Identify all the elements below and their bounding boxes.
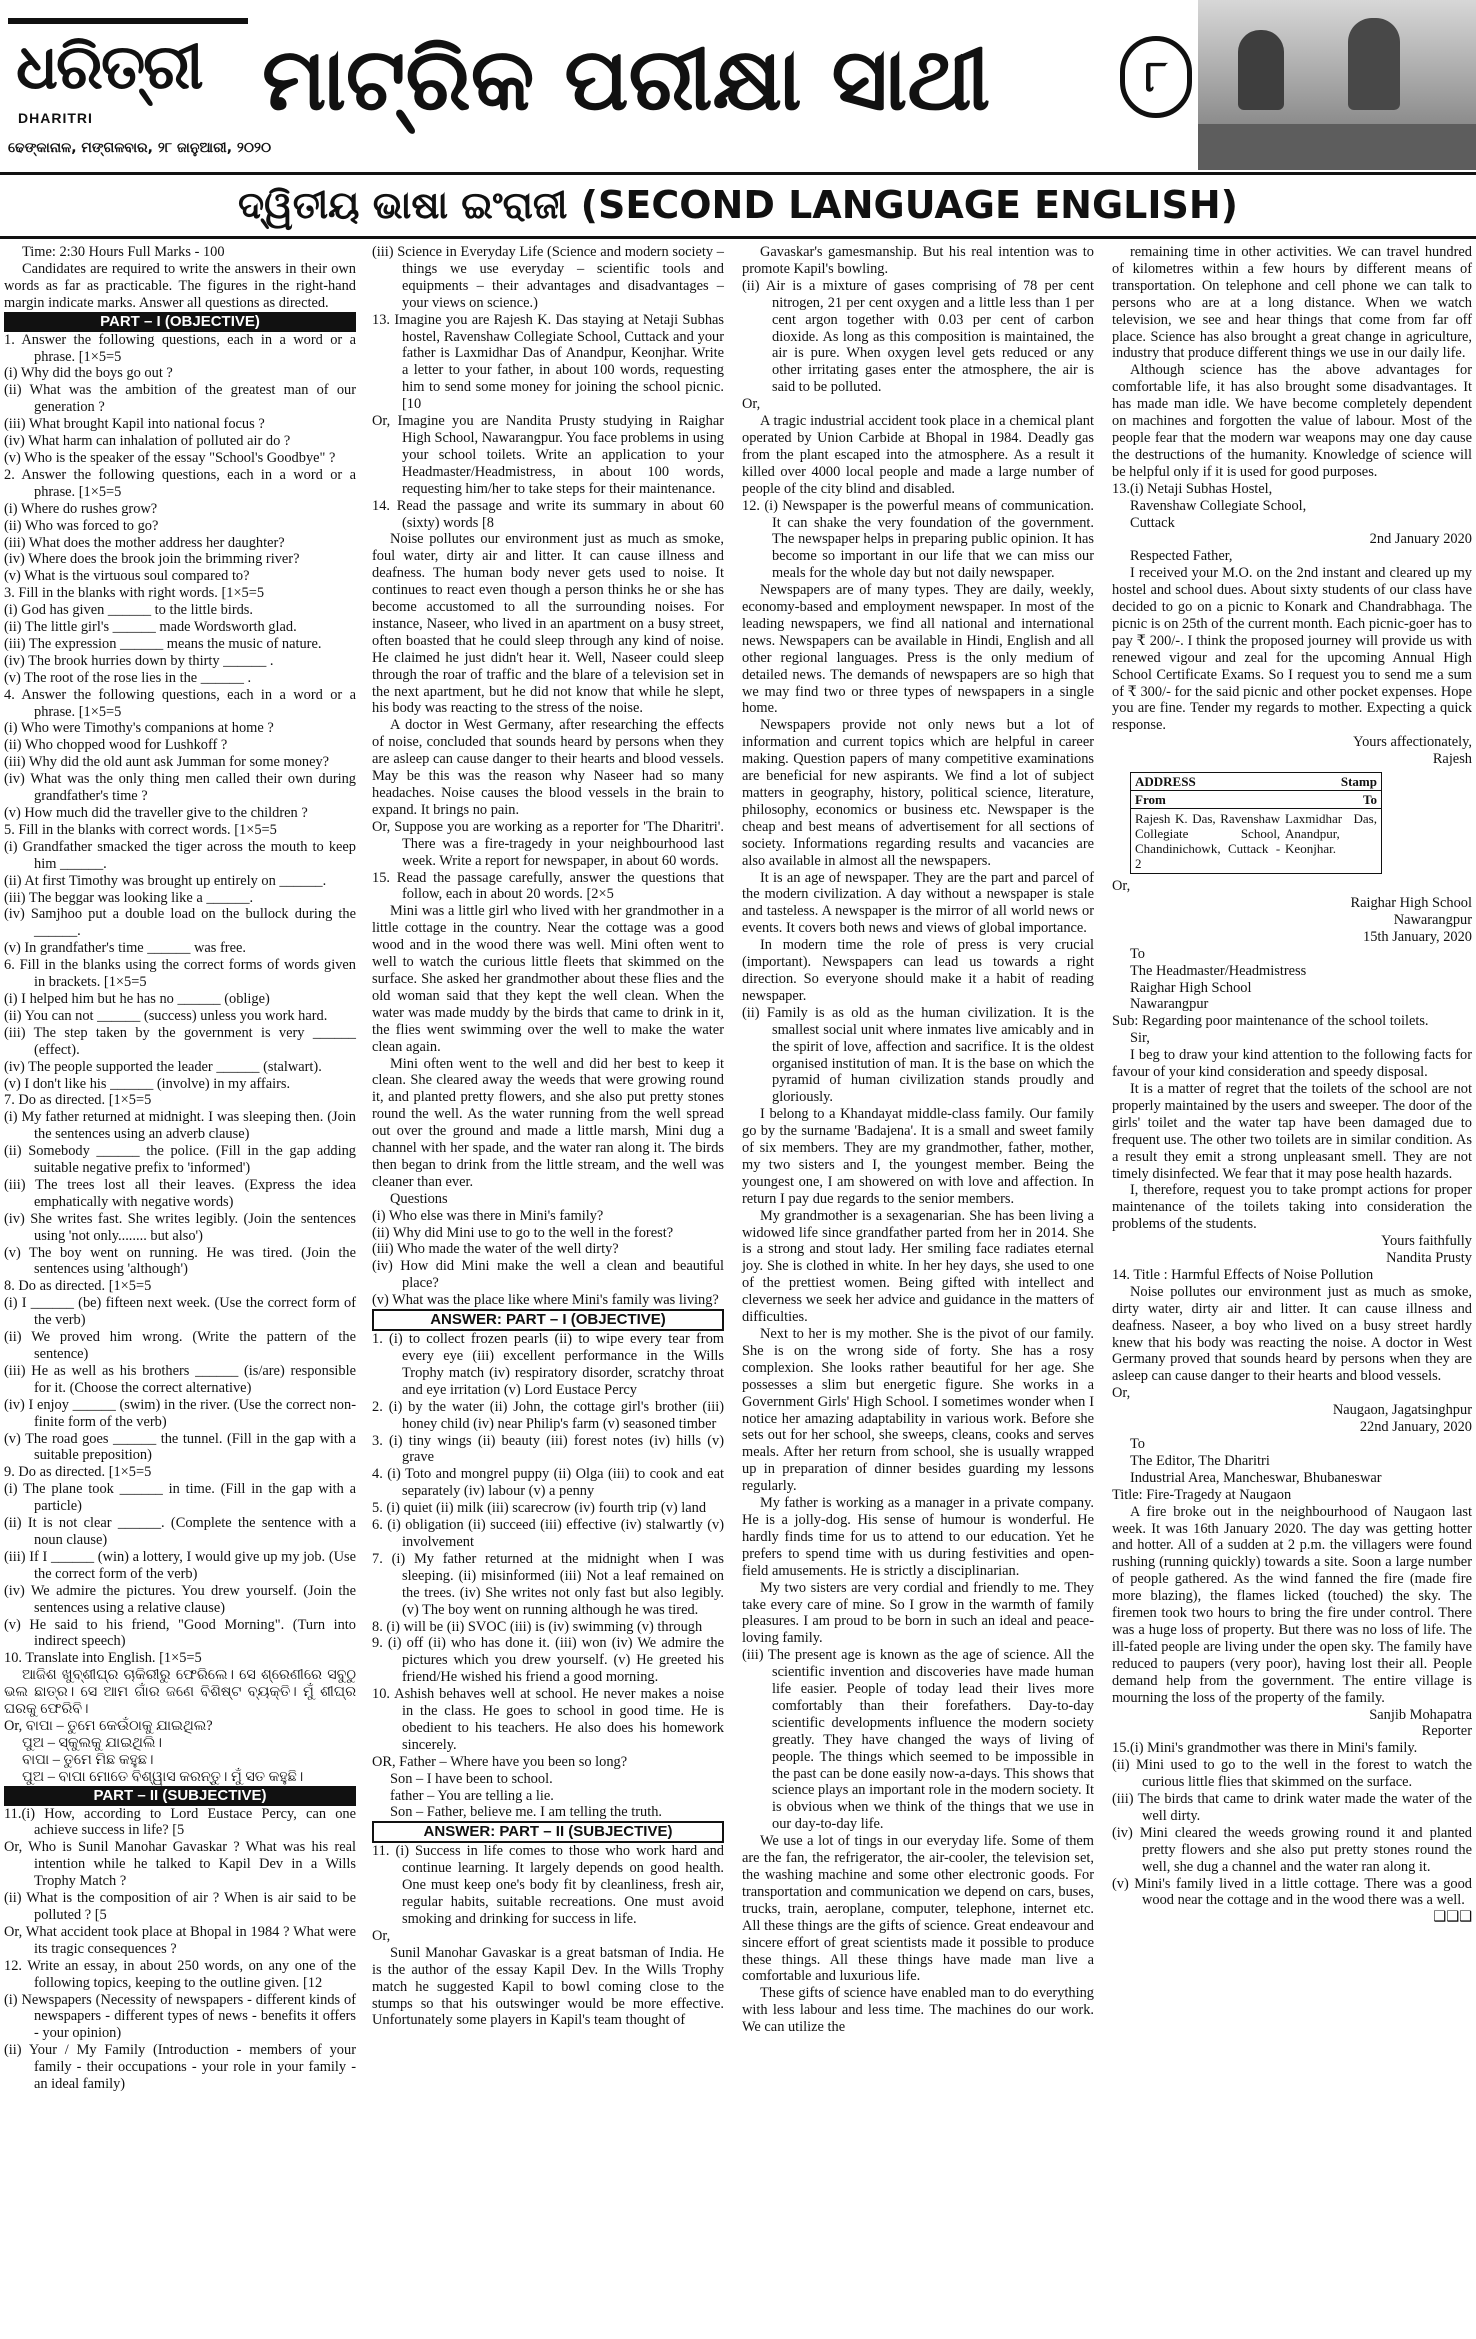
text-paragraph: 13.(i) Netaji Subhas Hostel,: [1112, 480, 1273, 497]
masthead: [0, 0, 1476, 170]
text-paragraph: Noise pollutes our environment just as much as smoke, foul water, dirty air and litter. It can cause illness and deafness. The human body never gets used to noise. It continues to react even though a person thinks he or she has become accustomed to all the surrounding noises. For instance, Naseer, who lived in an apartment on a busy street, often boasted that he could sleep through any kind of noise. He claimed he just didn't hear it. Well, Naseer could sleep through the roar of traffic and the blare of a television set in the next apartment, but he did not know that while he slept, his body was reacting to the stress of the noise.: [372, 531, 724, 717]
text-paragraph: (iii) The present age is known as the age of science. All the scientific invention and discoveries have made human life easier. People of today lead their lives more comfortably than their forefathers. Day-to-day scientific developments influence the modern society greatly. They have changed the ways of living of people. The things which seemed to be impossible in the past can be done easily now-a-days. This shows that science plays an important role in the modern society. It is obvious when we think of the things that we use in our day-to-day life.: [742, 1647, 1094, 1833]
text-paragraph: (i) My father returned at midnight. I was sleeping then. (Join the sentences using an adverb clause): [4, 1109, 356, 1143]
text-paragraph: (v) The root of the rose lies in the ______ .: [4, 669, 252, 686]
column-2: [372, 244, 724, 2029]
column-4-bottom: [1112, 878, 1472, 1926]
text-paragraph: (ii) Family is as old as the human civilization. It is the smallest social unit where inmates live amicably and in the spirit of love, affection and sacrifice. It is the oldest organised institution of man. It is the base on which the pyramid of human civilization stands proudly and gloriously.: [742, 1004, 1094, 1106]
from-address: Rajesh K. Das, Ravenshaw Collegiate School, Chandinichowk, Cuttack - 2: [1135, 811, 1281, 872]
text-paragraph: (ii) What is the composition of air ? When is air said to be polluted ? [5: [4, 1890, 356, 1923]
text-paragraph: Mini was a little girl who lived with her grandmother in a little cottage in the country. Near the cottage was a good wood and in the wood there was well. Mini often went to well to watch the curious little fleets that skimmed on the surface. She asked her grandmother about these flies and the old woman said that they kept the well clean. When the water was made muddy by the birds that came to drink in it, the flies went swimming over the well to make the water clean again.: [372, 903, 724, 1055]
text-paragraph: My grandmother is a sexagenarian. She has been living a widowed life since grandfather parted from her in 2014. She is a strong and stout lady. Her smiling face radiates eternal joy. She is clothed in white. In her hey days, she used to one of the prettiest women. Being gifted with intellect and cleverness we seek her advice and guidance in the matters of difficulties.: [742, 1207, 1094, 1326]
section-heading: ANSWER: PART – I (OBJECTIVE): [372, 1309, 724, 1331]
text-paragraph: 15. Read the passage carefully, answer the questions that follow, each in about 20 words. [2×5: [372, 869, 724, 903]
text-paragraph: (ii) Mini used to go to the well in the forest to watch the curious little flies that skimmed on the surface.: [1112, 1757, 1472, 1791]
text-paragraph: I received your M.O. on the 2nd instant and cleared up my hostel and school dues. About sixty students of our class have decided to go on a picnic to Konark and Chandrabhaga. The picnic is on 25th of the current month. Each picnic-goer has to pay ₹ 200/-. I think the proposed journey will provide us with renewed vigour and zeal for the upcoming Annual High School Certificate Exams. So I request you to send me a sum of ₹ 300/- for the said picnic and other pocket expenses. Hope you are fine. Tender my regards to mother. Expecting a quick response.: [1112, 565, 1472, 734]
text-paragraph: Time: 2:30 Hours Full Marks - 100: [22, 244, 225, 260]
text-paragraph: (iv) She writes fast. She writes legibly. (Join the sentences using 'not only........ but also'): [4, 1210, 356, 1244]
student-figure: [1238, 30, 1284, 110]
text-paragraph: I belong to a Khandayat middle-class family. Our family go by the surname 'Badajena'. It is a small and sweet family of six members. They are my grandmother, father, mother, my two sisters and I, the youngest member. Being the youngest one, I am showered on with love and affection. In return I pay due regards to the senior members.: [742, 1106, 1094, 1207]
text-paragraph: 2. (i) by the water (ii) John, the cottage girl's brother (iii) honey child (iv) near Philip's farm (v) seasoned timber: [372, 1398, 724, 1432]
text-paragraph: In modern time the role of press is very crucial (important). Newspapers can lead us towards a right direction. So everyone should make it a habit of reading newspaper.: [742, 937, 1094, 1004]
text-paragraph: (v) What is the virtuous soul compared to?: [4, 568, 250, 585]
right-aligned-line: Rajesh: [1432, 751, 1472, 768]
text-paragraph: father – You are telling a lie.: [390, 1787, 554, 1804]
text-paragraph: (i) Who were Timothy's companions at home ?: [4, 720, 274, 737]
text-paragraph: 14. Title : Harmful Effects of Noise Pollution: [1112, 1266, 1374, 1283]
text-paragraph: To: [1130, 1436, 1145, 1452]
text-paragraph: 10. Translate into English. [1×5=5: [4, 1650, 202, 1667]
address-label: ADDRESS: [1135, 774, 1196, 790]
text-paragraph: 7. Do as directed. [1×5=5: [4, 1092, 152, 1109]
text-paragraph: (i) The plane took ______ in time. (Fill in the gap with a particle): [4, 1481, 356, 1515]
text-paragraph: (iv) Mini cleared the weeds growing round it and planted pretty flowers and she also put pretty stones round the well, she dug a channel and the water ran along it.: [1112, 1824, 1472, 1875]
address-header: [1131, 773, 1381, 791]
logo-text: ଧରିତ୍ରୀ: [16, 30, 202, 103]
text-paragraph: (i) Grandfather smacked the tiger across the mouth to keep him ______.: [4, 838, 356, 872]
column-4-top: [1112, 244, 1472, 768]
text-paragraph: OR, Father – Where have you been so long?: [372, 1753, 628, 1770]
text-paragraph: Or,: [1112, 1385, 1131, 1402]
text-paragraph: Newspapers provide not only news but a lot of information and current topics which are helpful in career making. Question papers of many competitive examinations are beneficial for new aspirants. We find a lot of subject matters in geography, history, political science, literature, philosophy, economics or business etc. Newspaper is the cheap and best means of advertisement for all sections of society. Informations regarding results and vacancies are also available in almost all the newspapers.: [742, 717, 1094, 869]
text-paragraph: 8. (i) will be (ii) SVOC (iii) is (iv) swimming (v) through: [372, 1618, 703, 1635]
text-paragraph: (i) Why did the boys go out ?: [4, 365, 173, 382]
text-paragraph: (iv) The brook hurries down by thirty ______ .: [4, 652, 274, 669]
text-paragraph: remaining time in other activities. We can travel hundred of kilometres within a few hours by different means of transportation. On telephone and cell phone we can talk to persons who are at a long distance. When we watch television, we see and hear things that come from far off place. Science has also brought a great change in agriculture, industry that produce different things we use in our daily life.: [1112, 244, 1472, 362]
text-paragraph: (i) I helped him but he has no ______ (oblige): [4, 990, 270, 1007]
text-paragraph: (iii) What brought Kapil into national focus ?: [4, 416, 265, 433]
column-4: [1112, 244, 1472, 1926]
column-3: [742, 244, 1094, 2036]
text-paragraph: (iv) What was the only thing men called their own during grandfather's time ?: [4, 771, 356, 805]
text-paragraph: 11. (i) Success in life comes to those who work hard and continue learning. It largely depends on good health. One must keep one's body fit by cleanliness, fresh air, regular habits, suitable recreations. One must avoid smoking and drinking for success in life.: [372, 1843, 724, 1927]
address-box: [1130, 772, 1382, 874]
text-paragraph: (v) The road goes ______ the tunnel. (Fill in the gap with a suitable preposition): [4, 1430, 356, 1464]
text-paragraph: 10. Ashish behaves well at school. He never makes a noise in the class. He goes to school in good time. He is obedient to his teachers. He also does his homework sincerely.: [372, 1686, 724, 1753]
text-paragraph: Or, Suppose you are working as a reporter for 'The Dharitri'. There was a fire-tragedy in your neighbourhood last week. Write a report for newspaper, in about 60 words.: [372, 818, 724, 869]
text-paragraph: (iii) The birds that came to drink water made the water of the well dirty.: [1112, 1791, 1472, 1824]
text-paragraph: (iv) The people supported the leader ______ (stalwart).: [4, 1058, 322, 1075]
dateline: ଢେଙ୍କାନାଳ, ମଙ୍ଗଳବାର, ୨୮ ଜାନୁଆରୀ, ୨୦୨୦: [8, 140, 272, 156]
right-aligned-line: Reporter: [1421, 1723, 1472, 1740]
text-paragraph: Next to her is my mother. She is the pivot of our family. She is on the wrong side of forty. She has a rosy complexion. She looks rather beautiful for her age. She possesses a slim but energetic figure. She works in a Government Girls' High School. I sometimes wonder when I notice her amazing adaptability in various work. Before she sets out for her school, she sweeps, cleans, cooks and serves meals. After her return from school, she is usually wrapped up in preparation of dinner besides guarding my lessons regularly.: [742, 1326, 1094, 1495]
text-paragraph: (ii) Air is a mixture of gases comprising of 78 per cent nitrogen, 21 per cent oxygen and a little less than 1 per cent argon together with 0.03 per cent of carbon dioxide. As long as this composition is maintained, the air is pure. When oxygen level gets reduced or any other irritating gases enter the atmosphere, the air is said to be polluted.: [742, 277, 1094, 396]
text-paragraph: I beg to draw your kind attention to the following facts for favour of your kind consideration and speedy disposal.: [1112, 1047, 1472, 1081]
text-paragraph: 3. (i) tiny wings (ii) beauty (iii) forest notes (iv) hills (v) grave: [372, 1432, 724, 1466]
text-paragraph: 12. Write an essay, in about 250 words, on any one of the following topics, keeping to the outline given. [12: [4, 1957, 356, 1991]
text-paragraph: (iii) He as well as his brothers ______ (is/are) responsible for it. (Choose the correct alternative): [4, 1362, 356, 1396]
text-paragraph: (i) Who else was there in Mini's family?: [372, 1207, 604, 1224]
right-aligned-line: Nandita Prusty: [1386, 1250, 1472, 1267]
students-photo: [1198, 0, 1476, 170]
right-aligned-line: 15th January, 2020: [1363, 928, 1472, 945]
text-paragraph: 4. (i) Toto and mongrel puppy (ii) Olga (iii) to cook and eat separately (iv) labour (v) a penny: [372, 1466, 724, 1500]
right-aligned-line: ❑❑❑: [1433, 1909, 1472, 1926]
text-paragraph: (iv) Where does the brook join the brimming river?: [4, 551, 300, 568]
text-paragraph: Newspapers are of many types. They are daily, weekly, economy-based and employment newspaper. In most of the leading newspapers, we find all national and international news. Newspapers can be available in Hindi, English and all other regional languages. Press is the only medium of detailed news. The demands of newspapers are so high that we may find two or three types of newspapers in a single home.: [742, 582, 1094, 717]
text-paragraph: (v) In grandfather's time ______ was free.: [4, 940, 246, 957]
right-aligned-line: 22nd January, 2020: [1359, 1419, 1472, 1436]
text-paragraph: To: [1130, 945, 1145, 962]
section-heading: ANSWER: PART – II (SUBJECTIVE): [372, 1821, 724, 1843]
student-figure: [1348, 18, 1400, 110]
from-label: From: [1135, 792, 1166, 808]
text-paragraph: Or,: [742, 396, 761, 413]
text-paragraph: Or, What accident took place at Bhopal in 1984 ? What were its tragic consequences ?: [4, 1923, 356, 1957]
text-paragraph: (iv) How did Mini make the well a clean and beautiful place?: [372, 1258, 724, 1292]
text-paragraph: (iii) Science in Everyday Life (Science and modern society – things we use everyday – scientific tools and equipments – their advantages and disadvantages – your views on science.): [372, 244, 724, 311]
top-rule: [0, 172, 1476, 175]
text-paragraph: (iii) What does the mother address her daughter?: [4, 534, 285, 551]
text-paragraph: 8. Do as directed. [1×5=5: [4, 1278, 152, 1295]
text-paragraph: 11.(i) How, according to Lord Eustace Percy, can one achieve success in life? [5: [4, 1805, 356, 1839]
text-paragraph: (v) I don't like his ______ (involve) in my affairs.: [4, 1075, 291, 1092]
text-paragraph: Noise pollutes our environment just as much as smoke, dirty water, dirty air and litter. It can cause illness and deafness. Naseer, a boy who lived on a busy street hardly knew that his body was reacting the noise. A doctor in West Germany proved that sounds heard by persons when they are asleep can cause danger to their hearts and blood vessels.: [1112, 1283, 1472, 1385]
text-paragraph: The Editor, The Dharitri: [1130, 1452, 1270, 1469]
text-paragraph: (i) I ______ (be) fifteen next week. (Use the correct form of the verb): [4, 1295, 356, 1329]
text-paragraph: Son – Father, believe me. I am telling the truth.: [390, 1804, 662, 1821]
text-paragraph: 2. Answer the following questions, each in a word or a phrase. [1×5=5: [4, 466, 356, 500]
address-row-body: [1131, 809, 1381, 873]
text-paragraph: ପୁଅ – ବାପା ମୋତେ ବିଶ୍ୱାସ କରନ୍ତୁ। ମୁଁ ସତ କହୁଛି।: [22, 1768, 304, 1785]
text-paragraph: 14. Read the passage and write its summary in about 60 (sixty) words [8: [372, 497, 724, 531]
text-paragraph: (ii) At first Timothy was brought up entirely on ______.: [4, 872, 327, 889]
right-aligned-line: Nawarangpur: [1393, 911, 1472, 928]
text-paragraph: (v) Who is the speaker of the essay "School's Goodbye" ?: [4, 449, 336, 466]
text-paragraph: (ii) The little girl's ______ made Wordsworth glad.: [4, 619, 297, 636]
text-paragraph: Title: Fire-Tragedy at Naugaon: [1112, 1486, 1292, 1503]
text-paragraph: ଆଜିଶ ଖୁବ୍‌ଶୀଘ୍ର ଚାକିରୀରୁ ଫେରିଲେ। ସେ ଶ୍ରେଣୀରେ ସବୁଠୁ ଭଲ ଛାତ୍ର। ସେ ଆମ ଗାଁର ଜଣେ ବିଶିଷ୍ଟ ବ୍ୟକ୍ତି। ମୁଁ ଶୀଘ୍ର ଘରକୁ ଫେରିବି।: [4, 1667, 356, 1718]
section-heading: PART – I (OBJECTIVE): [4, 312, 356, 332]
text-paragraph: Sub: Regarding poor maintenance of the school toilets.: [1112, 1013, 1429, 1030]
text-paragraph: (iii) The expression ______ means the music of nature.: [4, 635, 322, 652]
text-paragraph: ବାପା – ତୁମେ ମିଛ କହୁଛ।: [22, 1751, 154, 1768]
text-paragraph: A tragic industrial accident took place in a chemical plant operated by Union Carbide at Bhopal in 1984. Deadly gas from the plant escaped into the atmosphere. As a result it killed over 4000 local people and made a large number of people of the city blind and disabled.: [742, 413, 1094, 497]
text-paragraph: (iv) I enjoy ______ (swim) in the river. (Use the correct non-finite form of the verb): [4, 1396, 356, 1430]
text-paragraph: (iv) Samjhoo put a double load on the bullock during the ______.: [4, 906, 356, 940]
text-paragraph: 13. Imagine you are Rajesh K. Das staying at Netaji Subhas hostel, Ravenshaw Collegiate School, Cuttack and your father is Laxmidhar Das of Anandpur, Keonjhar. Write a letter to your father, in about 100 words, requesting him to send some money for joining the school picnic. [10: [372, 311, 724, 413]
text-paragraph: We use a lot of tings in our everyday life. Some of them are the fan, the refrigerator, the air-cooler, the television set, the washing machine and some other electronic goods. For transportation and communication we depend on cars, buses, trucks, train, aeroplane, computer, telephone, internet etc. All these things are the gifts of science. Great endeavour and sincere effort of great scientists made it possible to produce these things. All these things have made man live a comfortable and luxurious life.: [742, 1833, 1094, 1985]
column-1: [4, 244, 356, 2093]
text-paragraph: Or, Imagine you are Nandita Prusty studying in Raighar High School, Nawarangpur. You face problems in using your school toilets. Write an application to your Headmaster/Headmistress, in about 100 words, requesting him/her to take steps for their maintenance.: [372, 413, 724, 497]
text-paragraph: 1. Answer the following questions, each in a word or a phrase. [1×5=5: [4, 331, 356, 365]
to-address: Laxmidhar Das, Anandpur, Keonjhar.: [1285, 811, 1377, 857]
right-aligned-line: Sanjib Mohapatra: [1369, 1706, 1472, 1723]
text-paragraph: (ii) It is not clear ______. (Complete the sentence with a noun clause): [4, 1515, 356, 1548]
dharitri-logo: [8, 18, 248, 138]
text-paragraph: (ii) You can not ______ (success) unless you work hard.: [4, 1007, 328, 1024]
text-paragraph: A doctor in West Germany, after researching the effects of noise, concluded that sounds heard by persons when they are asleep can cause danger to their hearts and blood vessels. May be this was the reason why Naseer had so many headaches. Noise causes the blood vessels in the brain to expand. It brings no pain.: [372, 717, 724, 818]
section-heading: PART – II (SUBJECTIVE): [4, 1786, 356, 1806]
text-paragraph: 3. Fill in the blanks with right words. [1×5=5: [4, 585, 265, 602]
text-paragraph: (v) The boy went on running. He was tired. (Join the sentences using 'although'): [4, 1244, 356, 1278]
text-paragraph: These gifts of science have enabled man to do everything with less labour and less time. The machines do our work. We can utilize the: [742, 1985, 1094, 2036]
text-paragraph: Or, ବାପା – ତୁମେ କେଉଁଠାକୁ ଯାଇଥିଲ?: [4, 1717, 213, 1734]
text-paragraph: 7. (i) My father returned at the midnight when I was sleeping. (ii) misinformed (iii) Not a leaf remained on the trees. (iv) She writes not only fast but also legibly. (v) The boy went on running although he was tired.: [372, 1550, 724, 1618]
text-paragraph: Sir,: [1130, 1030, 1150, 1047]
right-aligned-line: Yours faithfully: [1381, 1233, 1472, 1250]
to-label: To: [1363, 792, 1377, 808]
right-aligned-line: 2nd January 2020: [1369, 531, 1472, 548]
text-paragraph: Although science has the above advantages for comfortable life, it has also brought some disadvantages. It has made man idle. We have become completely dependent on machines and forgotten the value of labour. Most of the people fear that the modern war weapons may one day cause the destructions of the humanity. Knowledge of science will be helpful only if it is used for good purposes.: [1112, 362, 1472, 480]
text-paragraph: 15.(i) Mini's grandmother was there in Mini's family.: [1112, 1740, 1418, 1757]
text-paragraph: (iii) If I ______ (win) a lottery, I would give up my job. (Use the correct form of the verb): [4, 1548, 356, 1582]
text-paragraph: Son – I have been to school.: [390, 1770, 553, 1787]
text-paragraph: 6. (i) obligation (ii) succeed (iii) effective (iv) stalwartly (v) involvement: [372, 1517, 724, 1550]
text-paragraph: Ravenshaw Collegiate School,: [1130, 497, 1307, 514]
text-paragraph: 12. (i) Newspaper is the powerful means of communication. It can shake the very foundation of the government. The newspaper helps in preparing public opinion. It has become so important in our life that we can miss our meals for the whole day but not daily newspaper.: [742, 497, 1094, 582]
text-paragraph: My father is working as a manager in a private company. He is a jolly-dog. His sense of humour is wonderful. He hardly finds time for us to attend to our education. Yet he prefers to spend time with us during festivities and open-field amusements. He is strictly a disciplinarian.: [742, 1495, 1094, 1579]
text-paragraph: A fire broke out in the neighbourhood of Naugaon last week. It was 16th January 2020. The day was getting hotter and hotter. All of a sudden at 2 p.m. the villagers were found rushing (running quickly) towards a site. Soon a large number of people gathered. As the wind fanned the fire (made fire more blazing), the flames licked (touched) the sky. The firemen took two hours to bring the fire under control. There was a huge loss of property. But there was no loss of life. The ill-fated people are living under the open sky. The family have reduced to paupers (very poor), having lost their all. People demand help from the government. The entire village is mourning the loss of the property of the family.: [1112, 1503, 1472, 1706]
stamp-label: Stamp: [1340, 774, 1377, 790]
text-paragraph: My two sisters are very cordial and friendly to me. They take every care of mine. So I grow in the warmth of family pleasures. I am proud to be born in such an ideal and peace-loving family.: [742, 1579, 1094, 1647]
text-paragraph: 5. (i) quiet (ii) milk (iii) scarecrow (iv) fourth trip (v) land: [372, 1500, 707, 1517]
text-paragraph: Gavaskar's gamesmanship. But his real intention was to promote Kapil's bowling.: [742, 244, 1094, 277]
text-paragraph: Candidates are required to write the answers in their own words as far as practicable. The figures in the right-hand margin indicate marks. Answer all questions as directed.: [4, 260, 356, 311]
text-paragraph: Nawarangpur: [1130, 996, 1209, 1013]
page-number: ୮: [1120, 36, 1192, 118]
text-paragraph: 9. (i) off (ii) who has done it. (iii) won (iv) We admire the pictures which you drew yourself. (v) He greeted his friend/He wished his friend a good morning.: [372, 1635, 724, 1686]
text-paragraph: (ii) Who was forced to go?: [4, 517, 159, 534]
text-paragraph: (i) Newspapers (Necessity of newspapers - different kinds of newspapers - different types of news - benefits it offers - your opinion): [4, 1991, 356, 2042]
text-paragraph: Mini often went to the well and did her best to keep it clean. She cleared away the weeds that were growing round it, and planted pretty flowers, and she also put pretty stones round the well. As the water running from the well spread out over the ground and made a little marsh, Mini dug a channel with her spade, and the water ran along it. The birds then began to drink from the little stream, and the well was cleaner than ever.: [372, 1055, 724, 1190]
text-paragraph: 6. Fill in the blanks using the correct forms of words given in brackets. [1×5=5: [4, 957, 356, 991]
subject-heading: ଦ୍ୱିତୀୟ ଭାଷା ଇଂରାଜୀ (SECOND LANGUAGE ENGLISH): [237, 183, 1239, 227]
text-paragraph: (iii) Who made the water of the well dirty?: [372, 1241, 619, 1258]
text-paragraph: It is a matter of regret that the toilets of the school are not properly maintained by the users and sweeper. The door of the girls' toilet and the water tap have been damaged due to frequent use. The other two toilets are in similar condition. As a result they emit a strong unpleasant smell. They are not timely disinfected. We fear that it may pose health hazards.: [1112, 1080, 1472, 1182]
desk-shape: [1198, 124, 1476, 170]
text-paragraph: 5. Fill in the blanks with correct words. [1×5=5: [4, 821, 277, 838]
text-paragraph: Sunil Manohar Gavaskar is a great batsman of India. He is the author of the essay Kapil Dev. In the Wills Trophy match he suggested Kapil to bowl coming close to the stumps so that his outswinger would be more effective. Unfortunately some players in Kapil's team thought of: [372, 1944, 724, 2029]
text-paragraph: (v) What was the place like where Mini's family was living?: [372, 1292, 719, 1309]
page-title: ମାଟ୍ରିକ ପରୀକ୍ଷା ସାଥୀ: [262, 30, 991, 130]
text-paragraph: (ii) Who chopped wood for Lushkoff ?: [4, 737, 228, 754]
text-paragraph: 9. Do as directed. [1×5=5: [4, 1464, 152, 1481]
logo-subtitle: DHARITRI: [18, 110, 93, 126]
right-aligned-line: Naugaon, Jagatsinghpur: [1332, 1402, 1472, 1419]
text-paragraph: (ii) Somebody ______ the police. (Fill in the gap adding suitable negative prefix to 'informed'): [4, 1143, 356, 1177]
text-paragraph: (i) Where do rushes grow?: [4, 500, 158, 517]
subject-rule: [0, 236, 1476, 239]
text-paragraph: The Headmaster/Headmistress: [1130, 962, 1307, 979]
text-paragraph: Respected Father,: [1130, 548, 1233, 565]
right-aligned-line: Yours affectionately,: [1353, 734, 1472, 751]
text-paragraph: (iii) Why did the old aunt ask Jumman for some money?: [4, 754, 330, 771]
text-paragraph: Or,: [372, 1927, 391, 1944]
text-paragraph: (ii) Your / My Family (Introduction - members of your family - their occupations - your role in your family - an ideal family): [4, 2042, 356, 2093]
text-paragraph: It is an age of newspaper. They are the part and parcel of the modern civilization. A day without a newspaper is stale and tasteless. A newspaper is the mirror of all world news or events. It covers both news and views of global importance.: [742, 869, 1094, 937]
text-paragraph: Or,: [1112, 878, 1131, 895]
text-paragraph: (v) How much did the traveller give to the children ?: [4, 805, 308, 821]
address-row-head: [1131, 791, 1381, 809]
right-aligned-line: Raighar High School: [1350, 895, 1472, 911]
text-paragraph: (iii) The trees lost all their leaves. (Express the idea emphatically with negative words): [4, 1176, 356, 1210]
text-paragraph: (i) God has given ______ to the little birds.: [4, 602, 254, 619]
text-paragraph: Industrial Area, Mancheswar, Bhubaneswar: [1130, 1469, 1382, 1486]
text-paragraph: (ii) What was the ambition of the greatest man of our generation ?: [4, 382, 356, 416]
text-paragraph: Cuttack: [1130, 514, 1175, 531]
text-paragraph: (v) Mini's family lived in a little cottage. There was a good wood near the cottage and in the wood there was a well.: [1112, 1875, 1472, 1909]
text-paragraph: (v) He said to his friend, "Good Morning". (Turn into indirect speech): [4, 1616, 356, 1650]
text-paragraph: I, therefore, request you to take prompt actions for proper maintenance of the toilets taking into consideration the problems of the students.: [1112, 1182, 1472, 1233]
text-paragraph: (iii) The step taken by the government is very ______ (effect).: [4, 1024, 356, 1058]
text-paragraph: (iv) We admire the pictures. You drew yourself. (Join the sentences using a relative clause): [4, 1582, 356, 1616]
text-paragraph: ପୁଅ – ସ୍କୁଲକୁ ଯାଇଥିଲି।: [22, 1734, 162, 1751]
text-paragraph: Or, Who is Sunil Manohar Gavaskar ? What was his real intention while he talked to Kapil Dev in a Wills Trophy Match ?: [4, 1839, 356, 1890]
text-paragraph: Questions: [390, 1190, 448, 1207]
text-paragraph: (iii) The beggar was looking like a ______.: [4, 889, 254, 906]
text-paragraph: 4. Answer the following questions, each in a word or a phrase. [1×5=5: [4, 686, 356, 720]
text-paragraph: Raighar High School: [1130, 979, 1252, 996]
text-paragraph: (ii) Why did Mini use to go to the well in the forest?: [372, 1224, 674, 1241]
text-paragraph: (iv) What harm can inhalation of polluted air do ?: [4, 433, 291, 450]
text-paragraph: 1. (i) to collect frozen pearls (ii) to wipe every tear from every eye (iii) excellent performance in the Wills Trophy match (iv) respiratory disorder, scratchy throat and eye irritation (v) Lord Eustace Percy: [372, 1331, 724, 1398]
logo-bar: [8, 18, 248, 24]
text-paragraph: (ii) We proved him wrong. (Write the pattern of the sentence): [4, 1329, 356, 1362]
